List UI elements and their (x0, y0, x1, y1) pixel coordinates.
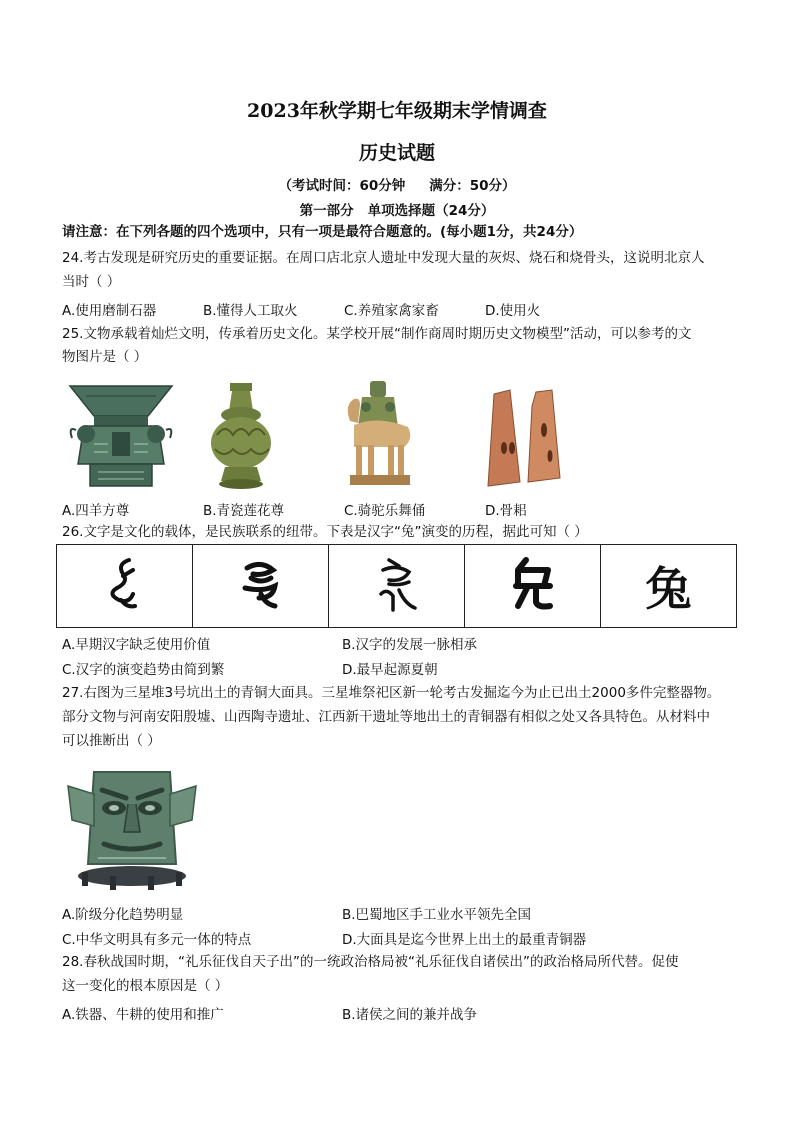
q28-stem-line1: 28.春秋战国时期，“礼乐征伐自天子出”的一统政治格局被“礼乐征伐自诸侯出”的政治格局所代替。促使 (62, 954, 679, 970)
evolution-cell-3 (329, 545, 465, 628)
small-seal-tu-glyph (373, 554, 421, 614)
q26-option-b: B.汉字的发展一脉相承 (342, 637, 478, 653)
part-heading (0, 199, 794, 219)
q24-option-c: C.养殖家禽家畜 (344, 303, 439, 319)
q25-option-d: D.骨耜 (485, 503, 527, 519)
q25-option-c: C.骑驼乐舞俑 (344, 503, 426, 519)
q27-option-b: B.巴蜀地区手工业水平领先全国 (342, 907, 532, 923)
q28-option-a: A.铁器、牛耕的使用和推广 (62, 1007, 224, 1023)
exam-title: 2023年秋学期七年级期末学情调查 (247, 100, 547, 122)
q27-stem-line2: 部分文物与河南安阳殷墟、山西陶寺遗址、江西新干遗址等地出土的青铜器有相似之处又各具特色。从材料中 (62, 709, 710, 725)
full-score: 满分：50分） (429, 178, 516, 194)
part-type: 单项选择题（24分） (367, 203, 495, 219)
q27-stem-line1: 27.右图为三星堆3号坑出土的青铜大面具。三星堆祭祀区新一轮考古发掘迄今为止已出土2000多件完整器物。 (62, 685, 721, 701)
q26-stem-line1: 26.文字是文化的载体，是民族联系的纽带。下表是汉字“兔”演变的历程，据此可知（ ） (62, 524, 588, 540)
q27-option-d: D.大面具是迄今世界上出土的最重青铜器 (342, 932, 587, 948)
regular-script-tu-glyph: 兔 (645, 562, 692, 616)
sanxingdui-bronze-mask-image (64, 764, 200, 892)
q26-option-c: C.汉字的演变趋势由简到繁 (62, 662, 225, 678)
part-label: 第一部分 (299, 203, 354, 219)
q24-option-b: B.懂得人工取火 (203, 303, 298, 319)
q25-option-b: B.青瓷莲花尊 (203, 503, 285, 519)
four-ram-square-zun-image (64, 382, 178, 490)
q25-option-a: A.四羊方尊 (62, 503, 130, 519)
clerical-tu-glyph (508, 554, 558, 614)
q24-stem-line2: 当时（ ） (62, 274, 121, 290)
instructions: 请注意：在下列各题的四个选项中，只有一项是最符合题意的。(每小题1分，共24分） (62, 224, 583, 240)
evolution-cell-2 (193, 545, 329, 628)
exam-time: （考试时间：60分钟 (278, 178, 406, 194)
character-evolution-table (56, 544, 737, 628)
bone-spade-image (482, 386, 564, 490)
q27-stem-line3: 可以推断出（ ） (62, 733, 161, 749)
subject-title: 历史试题 (358, 142, 435, 164)
evolution-cell-1 (57, 545, 193, 628)
exam-info (0, 174, 794, 194)
q27-option-a: A.阶级分化趋势明显 (62, 907, 184, 923)
q24-stem-line1: 24.考古发现是研究历史的重要证据。在周口店北京人遗址中发现大量的灰烬、烧石和烧骨头，这说明北京人 (62, 250, 705, 266)
evolution-cell-4 (465, 545, 601, 628)
bronze-tu-glyph (237, 554, 285, 614)
evolution-cell-5 (601, 545, 737, 628)
celadon-lotus-zun-image (205, 381, 277, 491)
q28-stem-line2: 这一变化的根本原因是（ ） (62, 978, 229, 994)
evolution-row (57, 545, 737, 628)
q25-stem-line2: 物图片是（ ） (62, 349, 148, 365)
camel-musician-figurine-image (340, 377, 416, 491)
q28-option-b: B.诸侯之间的兼并战争 (342, 1007, 478, 1023)
q26-option-d: D.最早起源夏朝 (342, 662, 438, 678)
oracle-bone-tu-glyph (105, 554, 145, 614)
q27-option-c: C.中华文明具有多元一体的特点 (62, 932, 252, 948)
q26-option-a: A.早期汉字缺乏使用价值 (62, 637, 211, 653)
q24-option-a: A.使用磨制石器 (62, 303, 157, 319)
q24-option-d: D.使用火 (485, 303, 541, 319)
q25-stem-line1: 25.文物承载着灿烂文明，传承着历史文化。某学校开展“制作商周时期历史文物模型”活动，可以参考的文 (62, 326, 692, 342)
